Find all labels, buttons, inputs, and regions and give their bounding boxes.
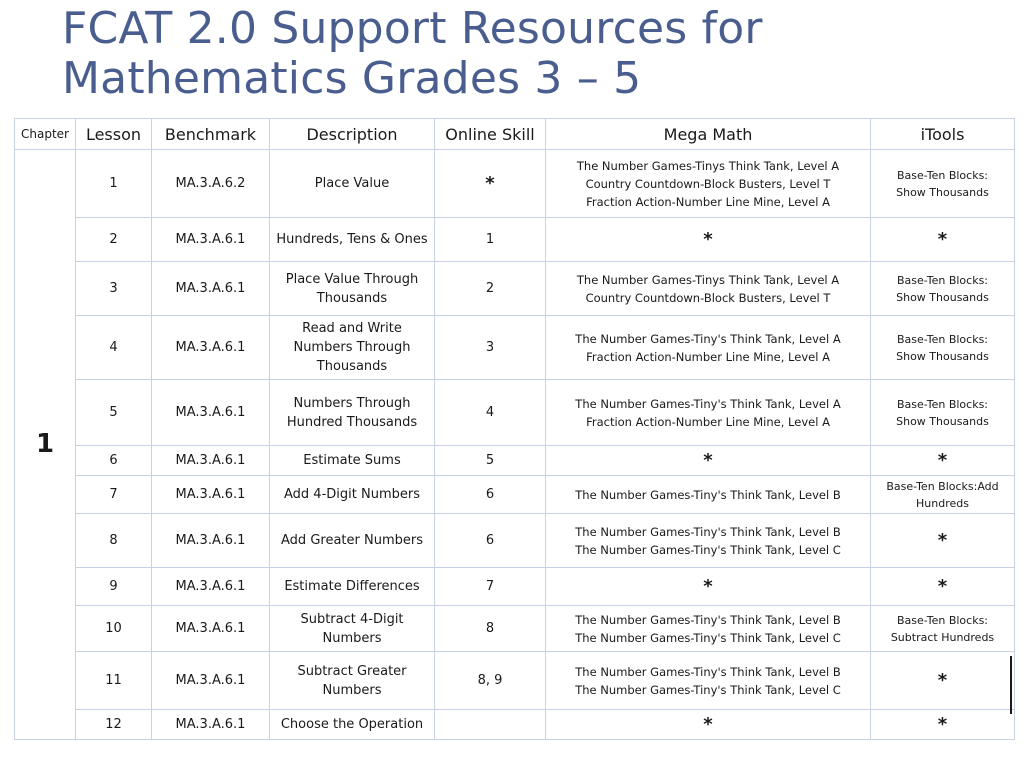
mega-math-cell bbox=[546, 568, 871, 606]
mega-math-cell-line: * bbox=[703, 228, 713, 250]
table-body bbox=[15, 150, 1015, 740]
itools-cell bbox=[871, 380, 1015, 446]
itools-cell-line: Base-Ten Blocks: bbox=[896, 168, 989, 182]
table-row bbox=[15, 262, 1015, 316]
itools-cell-line: * bbox=[937, 229, 948, 250]
mega-math-cell bbox=[546, 218, 871, 262]
itools-cell-line: Base-Ten Blocks: bbox=[896, 613, 989, 627]
description-cell: Add 4-Digit Numbers bbox=[270, 476, 435, 514]
header-description: Description bbox=[270, 119, 435, 150]
lesson-cell: 4 bbox=[76, 316, 152, 380]
mega-math-cell bbox=[546, 380, 871, 446]
table-row bbox=[15, 150, 1015, 218]
mega-math-cell-line: Fraction Action-Number Line Mine, Level A bbox=[586, 194, 830, 209]
mega-math-cell bbox=[546, 606, 871, 652]
itools-cell bbox=[871, 150, 1015, 218]
benchmark-cell: MA.3.A.6.1 bbox=[152, 652, 270, 710]
itools-cell bbox=[871, 568, 1015, 606]
lesson-cell: 1 bbox=[76, 150, 152, 218]
online-skill-cell: 4 bbox=[435, 380, 546, 446]
table-row bbox=[15, 446, 1015, 476]
description-cell: Place Value Through Thousands bbox=[270, 262, 435, 316]
header-lesson: Lesson bbox=[76, 119, 152, 150]
mega-math-cell bbox=[546, 316, 871, 380]
benchmark-cell: MA.3.A.6.1 bbox=[152, 710, 270, 740]
itools-cell bbox=[871, 652, 1015, 710]
lesson-cell: 11 bbox=[76, 652, 152, 710]
mega-math-cell-line: The Number Games-Tiny's Think Tank, Level C bbox=[575, 682, 841, 697]
online-skill-cell: 1 bbox=[435, 218, 546, 262]
itools-cell-line: * bbox=[937, 714, 948, 735]
mega-math-cell-line: The Number Games-Tinys Think Tank, Level A bbox=[576, 272, 840, 287]
itools-cell bbox=[871, 218, 1015, 262]
table-row bbox=[15, 514, 1015, 568]
benchmark-cell: MA.3.A.6.1 bbox=[152, 568, 270, 606]
online-skill-cell: 8 bbox=[435, 606, 546, 652]
lesson-cell: 6 bbox=[76, 446, 152, 476]
header-chapter: Chapter bbox=[15, 119, 76, 150]
itools-cell-line: * bbox=[937, 530, 948, 551]
itools-cell-line: Base-Ten Blocks: bbox=[896, 273, 989, 287]
itools-cell bbox=[871, 316, 1015, 380]
benchmark-cell: MA.3.A.6.1 bbox=[152, 380, 270, 446]
mega-math-cell-line: The Number Games-Tiny's Think Tank, Level B bbox=[575, 524, 841, 539]
lesson-cell: 9 bbox=[76, 568, 152, 606]
itools-cell-line: Show Thousands bbox=[896, 414, 989, 428]
mega-math-cell bbox=[546, 476, 871, 514]
benchmark-cell: MA.3.A.6.1 bbox=[152, 218, 270, 262]
description-cell: Read and Write Numbers Through Thousands bbox=[270, 316, 435, 380]
itools-cell-line: Base-Ten Blocks: bbox=[896, 397, 989, 411]
table-row bbox=[15, 316, 1015, 380]
itools-cell-line: Base-Ten Blocks: bbox=[896, 332, 989, 346]
description-cell: Subtract Greater Numbers bbox=[270, 652, 435, 710]
benchmark-cell: MA.3.A.6.1 bbox=[152, 514, 270, 568]
itools-cell bbox=[871, 710, 1015, 740]
header-benchmark: Benchmark bbox=[152, 119, 270, 150]
table-row bbox=[15, 606, 1015, 652]
mega-math-cell-line: * bbox=[703, 575, 713, 597]
mega-math-cell-line: The Number Games-Tiny's Think Tank, Level C bbox=[575, 542, 841, 557]
itools-cell-line: Show Thousands bbox=[896, 290, 989, 304]
mega-math-cell bbox=[546, 150, 871, 218]
description-cell: Numbers Through Hundred Thousands bbox=[270, 380, 435, 446]
table-header-row bbox=[15, 119, 1015, 150]
header-itools: iTools bbox=[871, 119, 1015, 150]
mega-math-cell-line: The Number Games-Tiny's Think Tank, Level B bbox=[575, 487, 841, 502]
mega-math-cell-line: The Number Games-Tiny's Think Tank, Level B bbox=[575, 612, 841, 627]
description-cell: Hundreds, Tens & Ones bbox=[270, 218, 435, 262]
description-cell: Choose the Operation bbox=[270, 710, 435, 740]
description-cell: Estimate Sums bbox=[270, 446, 435, 476]
benchmark-cell: MA.3.A.6.2 bbox=[152, 150, 270, 218]
lesson-cell: 3 bbox=[76, 262, 152, 316]
header-online-skill: Online Skill bbox=[435, 119, 546, 150]
online-skill-cell: 6 bbox=[435, 514, 546, 568]
benchmark-cell: MA.3.A.6.1 bbox=[152, 476, 270, 514]
itools-cell-line: Show Thousands bbox=[896, 185, 989, 199]
itools-cell bbox=[871, 514, 1015, 568]
table-row bbox=[15, 476, 1015, 514]
mega-math-cell bbox=[546, 514, 871, 568]
description-cell: Subtract 4-Digit Numbers bbox=[270, 606, 435, 652]
online-skill-cell bbox=[435, 710, 546, 740]
slide-title-line-2: Mathematics Grades 3 – 5 bbox=[62, 53, 642, 104]
mega-math-cell bbox=[546, 652, 871, 710]
header-mega-math: Mega Math bbox=[546, 119, 871, 150]
table-row bbox=[15, 568, 1015, 606]
benchmark-cell: MA.3.A.6.1 bbox=[152, 446, 270, 476]
mega-math-cell bbox=[546, 446, 871, 476]
itools-cell-line: Show Thousands bbox=[896, 349, 989, 363]
lesson-cell: 7 bbox=[76, 476, 152, 514]
description-cell: Estimate Differences bbox=[270, 568, 435, 606]
slide-title-line-1: FCAT 2.0 Support Resources for bbox=[62, 3, 763, 54]
table-row bbox=[15, 652, 1015, 710]
lesson-cell: 2 bbox=[76, 218, 152, 262]
description-cell: Place Value bbox=[270, 150, 435, 218]
mega-math-cell-line: The Number Games-Tiny's Think Tank, Level A bbox=[575, 331, 841, 346]
mega-math-cell-line: The Number Games-Tinys Think Tank, Level A bbox=[576, 158, 840, 173]
mega-math-cell-line: The Number Games-Tiny's Think Tank, Level C bbox=[575, 630, 841, 645]
itools-cell bbox=[871, 262, 1015, 316]
online-skill-cell: * bbox=[435, 150, 546, 218]
itools-cell-line: * bbox=[937, 670, 948, 691]
lesson-cell: 5 bbox=[76, 380, 152, 446]
mega-math-cell-line: Country Countdown-Block Busters, Level T bbox=[585, 290, 831, 305]
mega-math-cell-line: * bbox=[703, 713, 713, 735]
lesson-cell: 10 bbox=[76, 606, 152, 652]
mega-math-cell bbox=[546, 262, 871, 316]
table-row bbox=[15, 218, 1015, 262]
mega-math-cell bbox=[546, 710, 871, 740]
online-skill-cell: 7 bbox=[435, 568, 546, 606]
lesson-cell: 12 bbox=[76, 710, 152, 740]
description-cell: Add Greater Numbers bbox=[270, 514, 435, 568]
mega-math-cell-line: * bbox=[703, 449, 713, 471]
mega-math-cell-line: Country Countdown-Block Busters, Level T bbox=[585, 176, 831, 191]
itools-cell bbox=[871, 476, 1015, 514]
itools-cell-line: * bbox=[937, 576, 948, 597]
mega-math-cell-line: Fraction Action-Number Line Mine, Level A bbox=[586, 349, 830, 364]
benchmark-cell: MA.3.A.6.1 bbox=[152, 316, 270, 380]
online-skill-cell: 8, 9 bbox=[435, 652, 546, 710]
online-skill-cell: 2 bbox=[435, 262, 546, 316]
lesson-cell: 8 bbox=[76, 514, 152, 568]
chapter-number: 1 bbox=[15, 150, 76, 740]
table-row bbox=[15, 710, 1015, 740]
mega-math-cell-line: The Number Games-Tiny's Think Tank, Level A bbox=[575, 396, 841, 411]
itools-cell-line: Subtract Hundreds bbox=[890, 630, 995, 644]
itools-cell-line: Base-Ten Blocks:Add bbox=[886, 479, 999, 493]
online-skill-cell: 3 bbox=[435, 316, 546, 380]
mega-math-cell-line: The Number Games-Tiny's Think Tank, Level B bbox=[575, 664, 841, 679]
itools-cell-line: Hundreds bbox=[916, 496, 969, 510]
mega-math-cell-line: Fraction Action-Number Line Mine, Level A bbox=[586, 414, 830, 429]
benchmark-cell: MA.3.A.6.1 bbox=[152, 262, 270, 316]
online-skill-cell: 5 bbox=[435, 446, 546, 476]
table-right-edge-line bbox=[1010, 656, 1012, 714]
itools-cell bbox=[871, 446, 1015, 476]
benchmark-cell: MA.3.A.6.1 bbox=[152, 606, 270, 652]
itools-cell bbox=[871, 606, 1015, 652]
resources-table bbox=[14, 118, 1015, 740]
slide-title bbox=[62, 4, 1002, 104]
online-skill-cell: 6 bbox=[435, 476, 546, 514]
itools-cell-line: * bbox=[937, 450, 948, 471]
table-row bbox=[15, 380, 1015, 446]
